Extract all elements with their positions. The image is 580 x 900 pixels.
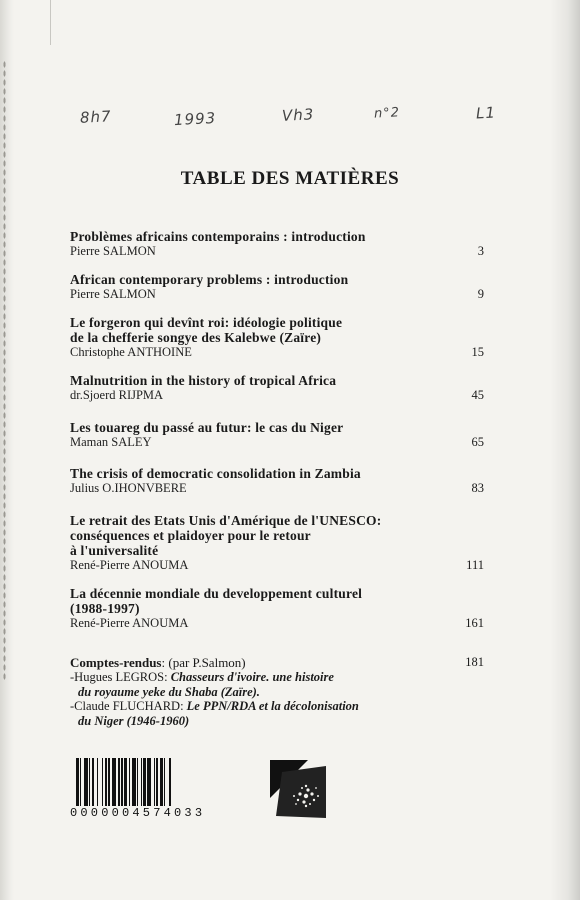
page-title: TABLE DES MATIÈRES <box>180 168 400 189</box>
toc-entry-author: Pierre SALMON <box>70 287 156 301</box>
toc-entry <box>70 315 484 360</box>
table-of-contents <box>70 229 484 631</box>
review-item <box>70 699 484 714</box>
review-author: -Claude FLUCHARD: <box>70 699 187 713</box>
toc-entry <box>70 420 484 450</box>
toc-entry-title-line: Malnutrition in the history of tropical Africa <box>70 373 337 388</box>
toc-entry-title <box>70 586 484 616</box>
toc-entry-title <box>70 513 484 558</box>
toc-entry <box>70 466 484 496</box>
handwritten-note-2: 1993 <box>173 108 217 130</box>
toc-entry-author: Christophe ANTHOINE <box>70 345 192 359</box>
toc-entry-title-line: de la chefferie songye des Kalebwe (Zaïre) <box>70 330 322 345</box>
toc-entry-page-number: 15 <box>471 345 484 359</box>
reviews-heading-label: Comptes-rendus <box>70 655 162 670</box>
review-book-title: Chasseurs d'ivoire. une histoire <box>170 670 334 684</box>
toc-entry-title-line: The crisis of democratic consolidation in Zambia <box>70 466 361 481</box>
toc-entry-title-line: Le retrait des Etats Unis d'Amérique de l'UNESCO: <box>70 513 382 528</box>
handwritten-note-4: n°2 <box>373 105 401 122</box>
binding-stitch-holes <box>3 60 6 680</box>
page-binding-edge <box>0 0 14 900</box>
toc-entry <box>70 586 484 631</box>
toc-entry-title <box>70 373 484 388</box>
barcode-label <box>70 758 330 824</box>
reviews-section <box>70 655 484 728</box>
page-crease <box>50 0 51 45</box>
barcode-bar <box>171 758 174 806</box>
reviews-heading-suffix: : (par P.Salmon) <box>161 655 246 670</box>
toc-entry-page-number: 9 <box>477 287 484 301</box>
toc-entry <box>70 229 484 259</box>
toc-entry-title-line: Problèmes africains contemporains : introduction <box>70 229 366 244</box>
toc-entry-author: dr.Sjoerd RIJPMA <box>70 388 164 402</box>
handwritten-note-3: Vh3 <box>281 105 315 125</box>
handwritten-call-number <box>0 104 580 134</box>
barcode <box>76 758 262 806</box>
toc-entry-author: Maman SALEY <box>70 435 152 449</box>
review-book-title-continued: du royaume yeke du Shaba (Zaïre). <box>78 684 260 699</box>
toc-entry <box>70 272 484 302</box>
toc-entry-page-number: 83 <box>471 481 484 495</box>
toc-entry-title-line: (1988-1997) <box>70 601 140 616</box>
toc-entry-title-line: conséquences et plaidoyer pour le retour <box>70 528 311 543</box>
reviews-page-number: 181 <box>465 655 484 669</box>
handwritten-note-5: L1 <box>475 103 497 123</box>
toc-entry-title-line: Les touareg du passé au futur: le cas du Niger <box>70 420 344 435</box>
toc-entry <box>70 513 484 573</box>
review-item-continuation <box>70 685 484 700</box>
toc-entry-title-line: à l'universalité <box>70 543 159 558</box>
review-item <box>70 670 484 685</box>
toc-entry-author: Pierre SALMON <box>70 244 156 258</box>
page-shadow <box>550 0 580 900</box>
toc-entry-page-number: 3 <box>477 244 484 258</box>
toc-entry-author: Julius O.IHONVBERE <box>70 481 187 495</box>
review-book-title: Le PPN/RDA et la décolonisation <box>186 699 359 713</box>
toc-entry-title-line: Le forgeron qui devînt roi: idéologie politique <box>70 315 343 330</box>
toc-entry-title <box>70 272 484 287</box>
review-author: -Hugues LEGROS: <box>70 670 171 684</box>
review-book-title-continued: du Niger (1946-1960) <box>78 713 190 728</box>
toc-entry-page-number: 45 <box>471 388 484 402</box>
toc-entry-title-line: African contemporary problems : introduction <box>70 272 349 287</box>
toc-entry-page-number: 161 <box>465 616 484 630</box>
toc-entry <box>70 373 484 403</box>
toc-entry-author: René-Pierre ANOUMA <box>70 558 189 572</box>
library-logo <box>268 758 328 820</box>
toc-entry-title-line: La décennie mondiale du developpement culturel <box>70 586 363 601</box>
toc-entry-page-number: 65 <box>471 435 484 449</box>
toc-entry-author: René-Pierre ANOUMA <box>70 616 189 630</box>
barcode-digits: 0000004574033 <box>70 806 206 820</box>
toc-entry-title <box>70 315 484 345</box>
toc-entry-title <box>70 466 484 481</box>
reviews-heading <box>70 655 484 670</box>
toc-entry-page-number: 111 <box>466 558 484 572</box>
toc-entry-title <box>70 420 484 435</box>
toc-entry-title <box>70 229 484 244</box>
review-item-continuation <box>70 714 484 729</box>
handwritten-note-1: 8h7 <box>79 107 113 127</box>
